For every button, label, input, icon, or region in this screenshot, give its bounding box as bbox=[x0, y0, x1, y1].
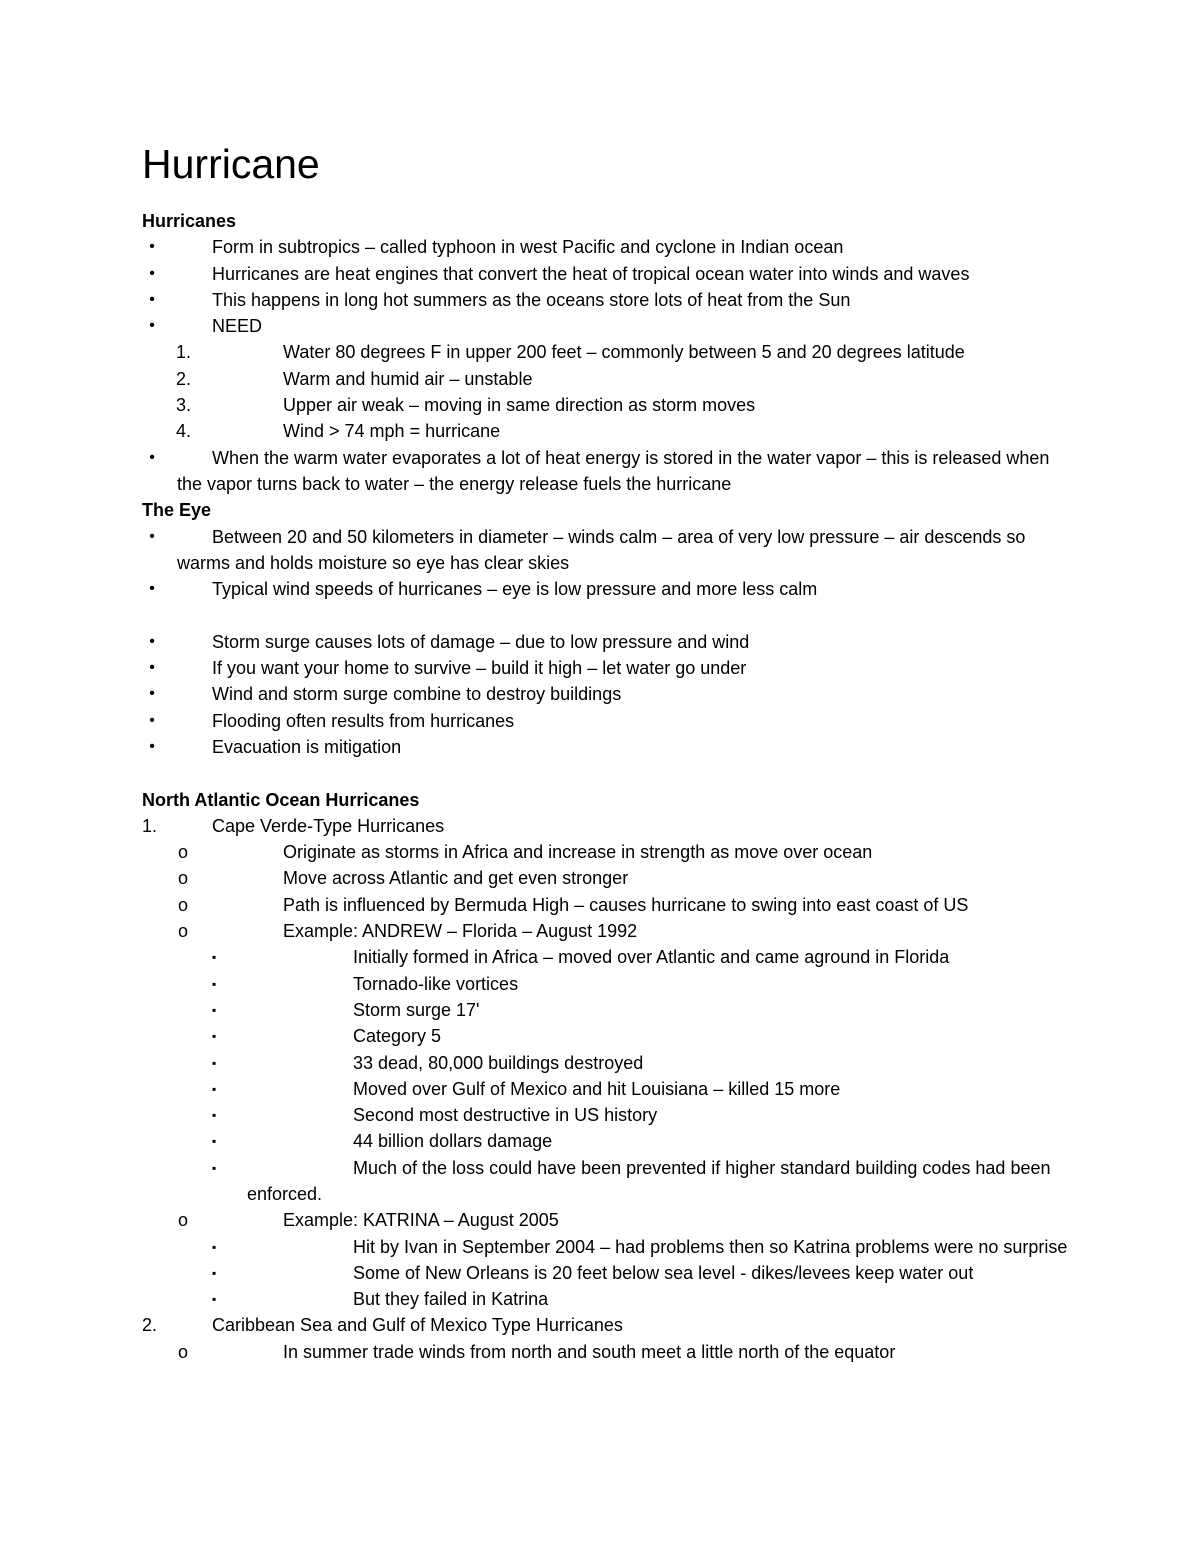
bullet-marker: • bbox=[149, 264, 155, 282]
circle-marker: o bbox=[178, 842, 189, 863]
square-marker: ▪ bbox=[212, 976, 217, 991]
numbered-item: 4. Wind > 74 mph = hurricane bbox=[142, 418, 1072, 444]
square-marker: ▪ bbox=[212, 1239, 217, 1254]
list-item: • Wind and storm surge combine to destroy buildings bbox=[142, 681, 1072, 707]
list-item: o Move across Atlantic and get even stronger bbox=[142, 865, 1072, 891]
bullet-marker: • bbox=[149, 448, 155, 466]
section-heading-hurricanes: Hurricanes bbox=[142, 211, 237, 231]
square-marker: ▪ bbox=[212, 1292, 217, 1307]
number-marker: 4. bbox=[176, 421, 192, 442]
list-item: o Example: KATRINA – August 2005 bbox=[142, 1207, 1072, 1233]
square-marker: ▪ bbox=[212, 1265, 217, 1280]
list-item: ▪ Hit by Ivan in September 2004 – had problems then so Katrina problems were no surprise bbox=[142, 1234, 1072, 1260]
spacer bbox=[142, 602, 1072, 628]
bullet-marker: • bbox=[149, 317, 155, 335]
circle-marker: o bbox=[178, 868, 189, 889]
list-item: o In summer trade winds from north and south meet a little north of the equator bbox=[142, 1339, 1072, 1365]
list-item: ▪ Some of New Orleans is 20 feet below sea level - dikes/levees keep water out bbox=[142, 1260, 1072, 1286]
list-item: • This happens in long hot summers as the oceans store lots of heat from the Sun bbox=[142, 287, 1072, 313]
list-item: • If you want your home to survive – build it high – let water go under bbox=[142, 655, 1072, 681]
list-item: ▪ Initially formed in Africa – moved over Atlantic and came aground in Florida bbox=[142, 944, 1072, 970]
square-marker: ▪ bbox=[212, 950, 217, 965]
number-marker: 1. bbox=[176, 342, 192, 363]
numbered-item: 1. Water 80 degrees F in upper 200 feet – commonly between 5 and 20 degrees latitude bbox=[142, 339, 1072, 365]
numbered-item: 2. Caribbean Sea and Gulf of Mexico Type Hurricanes bbox=[142, 1312, 1072, 1338]
section-heading-north-atlantic: North Atlantic Ocean Hurricanes bbox=[142, 789, 420, 810]
bullet-marker: • bbox=[149, 659, 155, 677]
list-item: • Evacuation is mitigation bbox=[142, 734, 1072, 760]
list-item: • Storm surge causes lots of damage – due to low pressure and wind bbox=[142, 629, 1072, 655]
list-item: ▪ Tornado-like vortices bbox=[142, 971, 1072, 997]
bullet-marker: • bbox=[149, 711, 155, 729]
numbered-item: 2. Warm and humid air – unstable bbox=[142, 366, 1072, 392]
numbered-item: 3. Upper air weak – moving in same direction as storm moves bbox=[142, 392, 1072, 418]
bullet-marker: • bbox=[149, 580, 155, 598]
circle-marker: o bbox=[178, 921, 189, 942]
number-marker: 3. bbox=[176, 395, 192, 416]
square-marker: ▪ bbox=[212, 1108, 217, 1123]
list-item: • Hurricanes are heat engines that convert the heat of tropical ocean water into winds and waves bbox=[142, 261, 1072, 287]
document-body bbox=[142, 208, 1072, 1365]
list-item: ▪ 33 dead, 80,000 buildings destroyed bbox=[142, 1050, 1072, 1076]
spacer bbox=[142, 760, 1072, 786]
list-item: • Flooding often results from hurricanes bbox=[142, 708, 1072, 734]
number-marker: 2. bbox=[176, 368, 192, 389]
list-item: ▪ Moved over Gulf of Mexico and hit Louisiana – killed 15 more bbox=[142, 1076, 1072, 1102]
list-item: • When the warm water evaporates a lot of heat energy is stored in the water vapor – this is released when the vapor turns back to water – the energy release fuels the hurricane bbox=[142, 445, 1072, 498]
circle-marker: o bbox=[178, 1341, 189, 1362]
square-marker: ▪ bbox=[212, 1002, 217, 1017]
list-item: ▪ 44 billion dollars damage bbox=[142, 1128, 1072, 1154]
square-marker: ▪ bbox=[212, 1081, 217, 1096]
square-marker: ▪ bbox=[212, 1029, 217, 1044]
bullet-marker: • bbox=[149, 685, 155, 703]
list-item: • Typical wind speeds of hurricanes – eye is low pressure and more less calm bbox=[142, 576, 1072, 602]
list-item: ▪ Category 5 bbox=[142, 1023, 1072, 1049]
list-item: • NEED bbox=[142, 313, 1072, 339]
square-marker: ▪ bbox=[212, 1055, 217, 1070]
list-item: o Path is influenced by Bermuda High – causes hurricane to swing into east coast of US bbox=[142, 892, 1072, 918]
list-item: o Originate as storms in Africa and increase in strength as move over ocean bbox=[142, 839, 1072, 865]
bullet-marker: • bbox=[149, 238, 155, 256]
list-item: ▪ Storm surge 17' bbox=[142, 997, 1072, 1023]
square-marker: ▪ bbox=[212, 1134, 217, 1149]
list-item: ▪ But they failed in Katrina bbox=[142, 1286, 1072, 1312]
number-marker: 2. bbox=[142, 1315, 158, 1336]
list-item: ▪ Second most destructive in US history bbox=[142, 1102, 1072, 1128]
number-marker: 1. bbox=[142, 815, 158, 836]
bullet-marker: • bbox=[149, 737, 155, 755]
numbered-item: 1. Cape Verde-Type Hurricanes bbox=[142, 813, 1072, 839]
square-marker: ▪ bbox=[212, 1160, 217, 1175]
list-item: ▪ Much of the loss could have been prevented if higher standard building codes had been enforced. bbox=[142, 1155, 1072, 1208]
bullet-marker: • bbox=[149, 290, 155, 308]
circle-marker: o bbox=[178, 894, 189, 915]
list-item: o Example: ANDREW – Florida – August 1992 bbox=[142, 918, 1072, 944]
circle-marker: o bbox=[178, 1210, 189, 1231]
page-title: Hurricane bbox=[142, 141, 320, 187]
section-heading-eye: The Eye bbox=[142, 500, 212, 521]
list-item: • Between 20 and 50 kilometers in diameter – winds calm – area of very low pressure – air descends so warms and holds moisture so eye has clear skies bbox=[142, 524, 1072, 577]
bullet-marker: • bbox=[149, 632, 155, 650]
list-item: • Form in subtropics – called typhoon in west Pacific and cyclone in Indian ocean bbox=[142, 234, 1072, 260]
bullet-marker: • bbox=[149, 527, 155, 545]
